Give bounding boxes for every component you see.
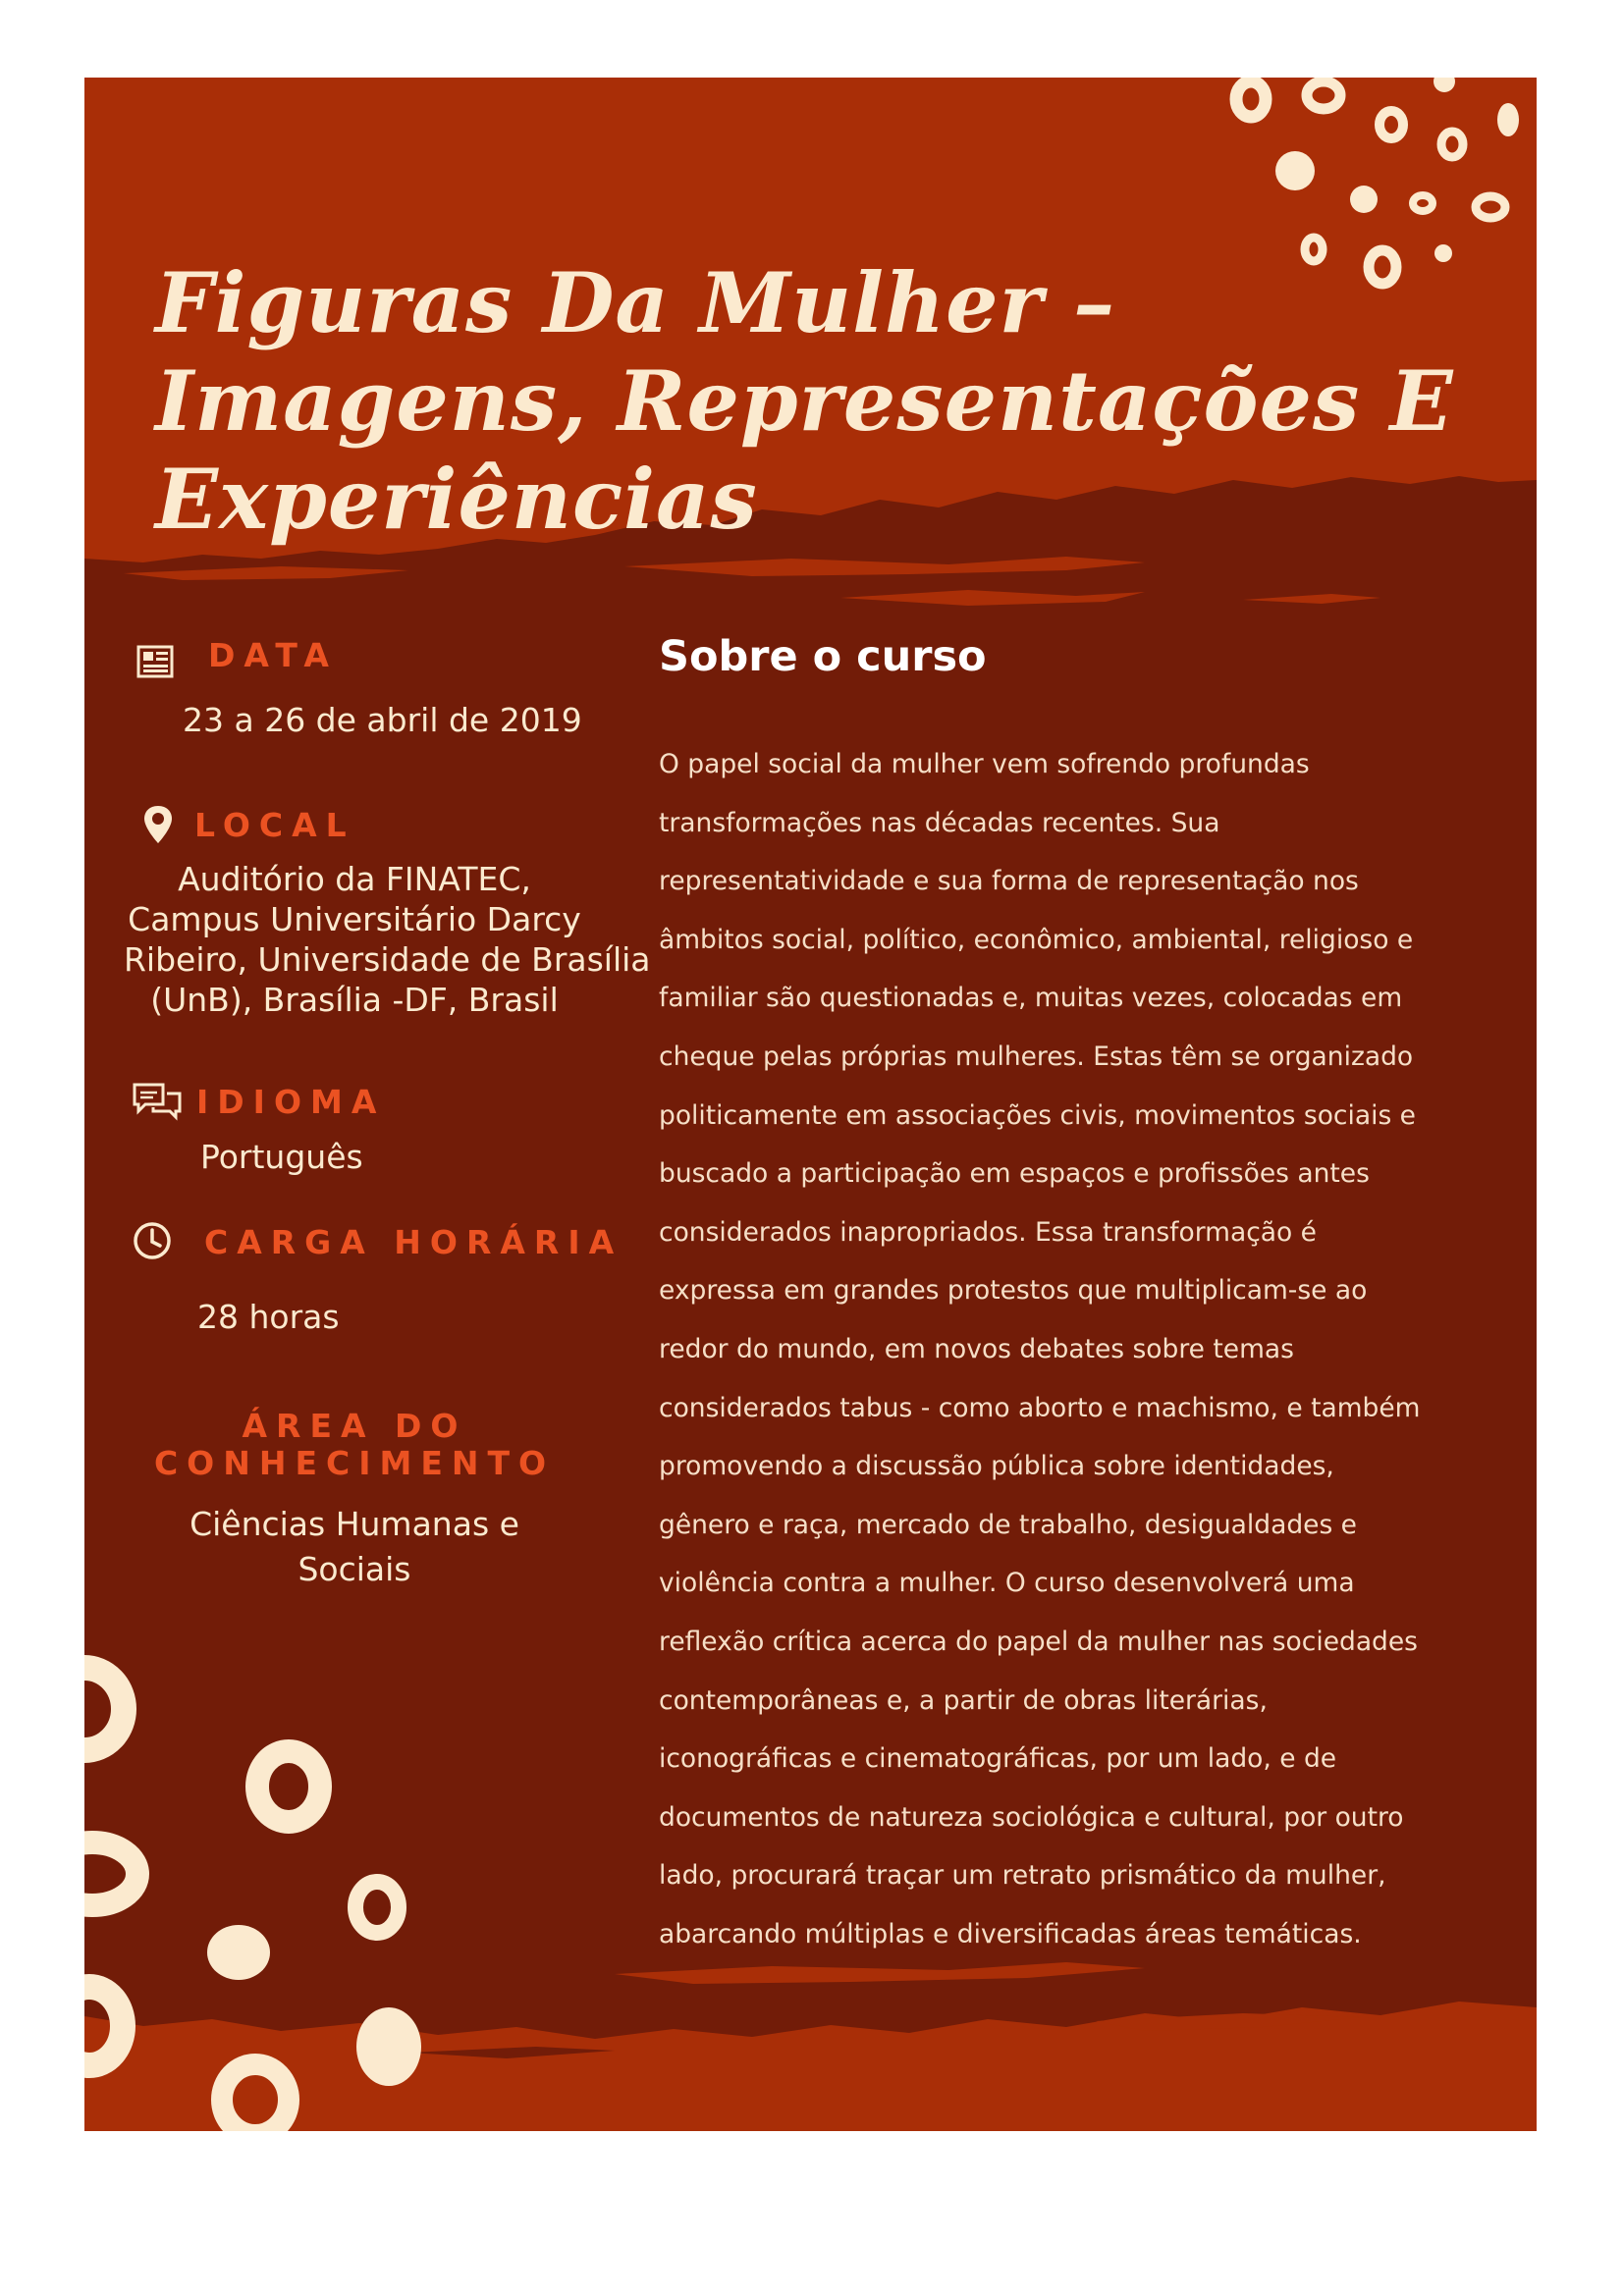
- about-line: representatividade e sua forma de representação nos: [659, 866, 1359, 897]
- local-line-1: Auditório da FINATEC,: [178, 860, 531, 898]
- about-line: contemporâneas e, a partir de obras literárias,: [659, 1684, 1268, 1716]
- area-value: [124, 1502, 585, 1592]
- about-line: O papel social da mulher vem sofrendo profundas: [659, 749, 1310, 779]
- brush-stroke-3: [1243, 594, 1380, 604]
- about-line: buscado a participação em espaços e profissões antes: [659, 1158, 1370, 1190]
- poster: [84, 78, 1537, 2131]
- location-pin-icon: [141, 804, 175, 845]
- brush-stroke-1: [624, 557, 1145, 576]
- about-heading: Sobre o curso: [659, 632, 987, 681]
- area-label-line-2: CONHECIMENTO: [153, 1444, 556, 1482]
- data-label: DATA: [208, 636, 338, 674]
- area-value-line-2: Sociais: [298, 1550, 411, 1588]
- idioma-value: Português: [200, 1138, 363, 1176]
- title-line-3: Experiências: [155, 451, 758, 548]
- about-line: expressa em grandes protestos que multiplicam-se ao: [659, 1275, 1368, 1307]
- about-line: redor do mundo, em novos debates sobre temas: [659, 1333, 1294, 1364]
- about-line: âmbitos social, político, econômico, ambiental, religioso e: [659, 924, 1414, 955]
- newspaper-icon: [135, 641, 177, 682]
- about-line: reflexão crítica acerca do papel da mulher nas sociedades: [659, 1626, 1418, 1657]
- brush-stroke-5: [615, 1962, 1145, 1984]
- area-label-line-1: ÁREA DO: [242, 1407, 467, 1445]
- about-line: familiar são questionadas e, muitas vezes, colocadas em: [659, 983, 1403, 1014]
- brush-stroke-4: [124, 566, 408, 580]
- local-line-2: Campus Universitário Darcy: [128, 900, 581, 938]
- idioma-label: IDIOMA: [196, 1083, 386, 1121]
- about-line: documentos de natureza sociológica e cultural, por outro: [659, 1801, 1404, 1833]
- title-line-1: Figuras Da Mulher –: [155, 254, 1116, 351]
- about-line: considerados inapropriados. Essa transformação é: [659, 1216, 1317, 1248]
- local-value: [124, 859, 651, 1020]
- about-line: cheque pelas próprias mulheres. Estas têm se organizado: [659, 1041, 1414, 1072]
- about-body: [659, 735, 1444, 1963]
- about-line: gênero e raça, mercado de trabalho, desigualdades e: [659, 1509, 1357, 1540]
- area-value-line-1: Ciências Humanas e: [189, 1505, 519, 1543]
- about-line: transformações nas décadas recentes. Sua: [659, 807, 1220, 838]
- carga-label: CARGA HORÁRIA: [204, 1223, 623, 1261]
- brush-stroke-2: [840, 590, 1145, 606]
- title-line-2: Imagens, Representações E: [155, 352, 1454, 450]
- about-line: abarcando múltiplas e diversificadas áreas temáticas.: [659, 1918, 1362, 1949]
- clock-icon: [132, 1220, 173, 1261]
- local-line-3: Ribeiro, Universidade de Brasília: [124, 940, 651, 979]
- local-line-4: (UnB), Brasília -DF, Brasil: [150, 981, 559, 1019]
- about-line: iconográficas e cinematográficas, por um lado, e de: [659, 1743, 1337, 1775]
- about-line: politicamente em associações civis, movimentos sociais e: [659, 1099, 1416, 1131]
- area-label: [124, 1408, 585, 1482]
- about-line: violência contra a mulher. O curso desenvolverá uma: [659, 1568, 1355, 1599]
- chat-bubbles-icon: [132, 1081, 183, 1122]
- data-value: 23 a 26 de abril de 2019: [183, 701, 582, 739]
- about-line: lado, procurará traçar um retrato prismático da mulher,: [659, 1860, 1386, 1892]
- about-line: considerados tabus - como aborto e machismo, e também: [659, 1392, 1421, 1423]
- carga-value: 28 horas: [197, 1298, 340, 1336]
- local-label: LOCAL: [194, 806, 355, 844]
- poster-title: [155, 254, 1510, 549]
- about-line: promovendo a discussão pública sobre identidades,: [659, 1451, 1334, 1482]
